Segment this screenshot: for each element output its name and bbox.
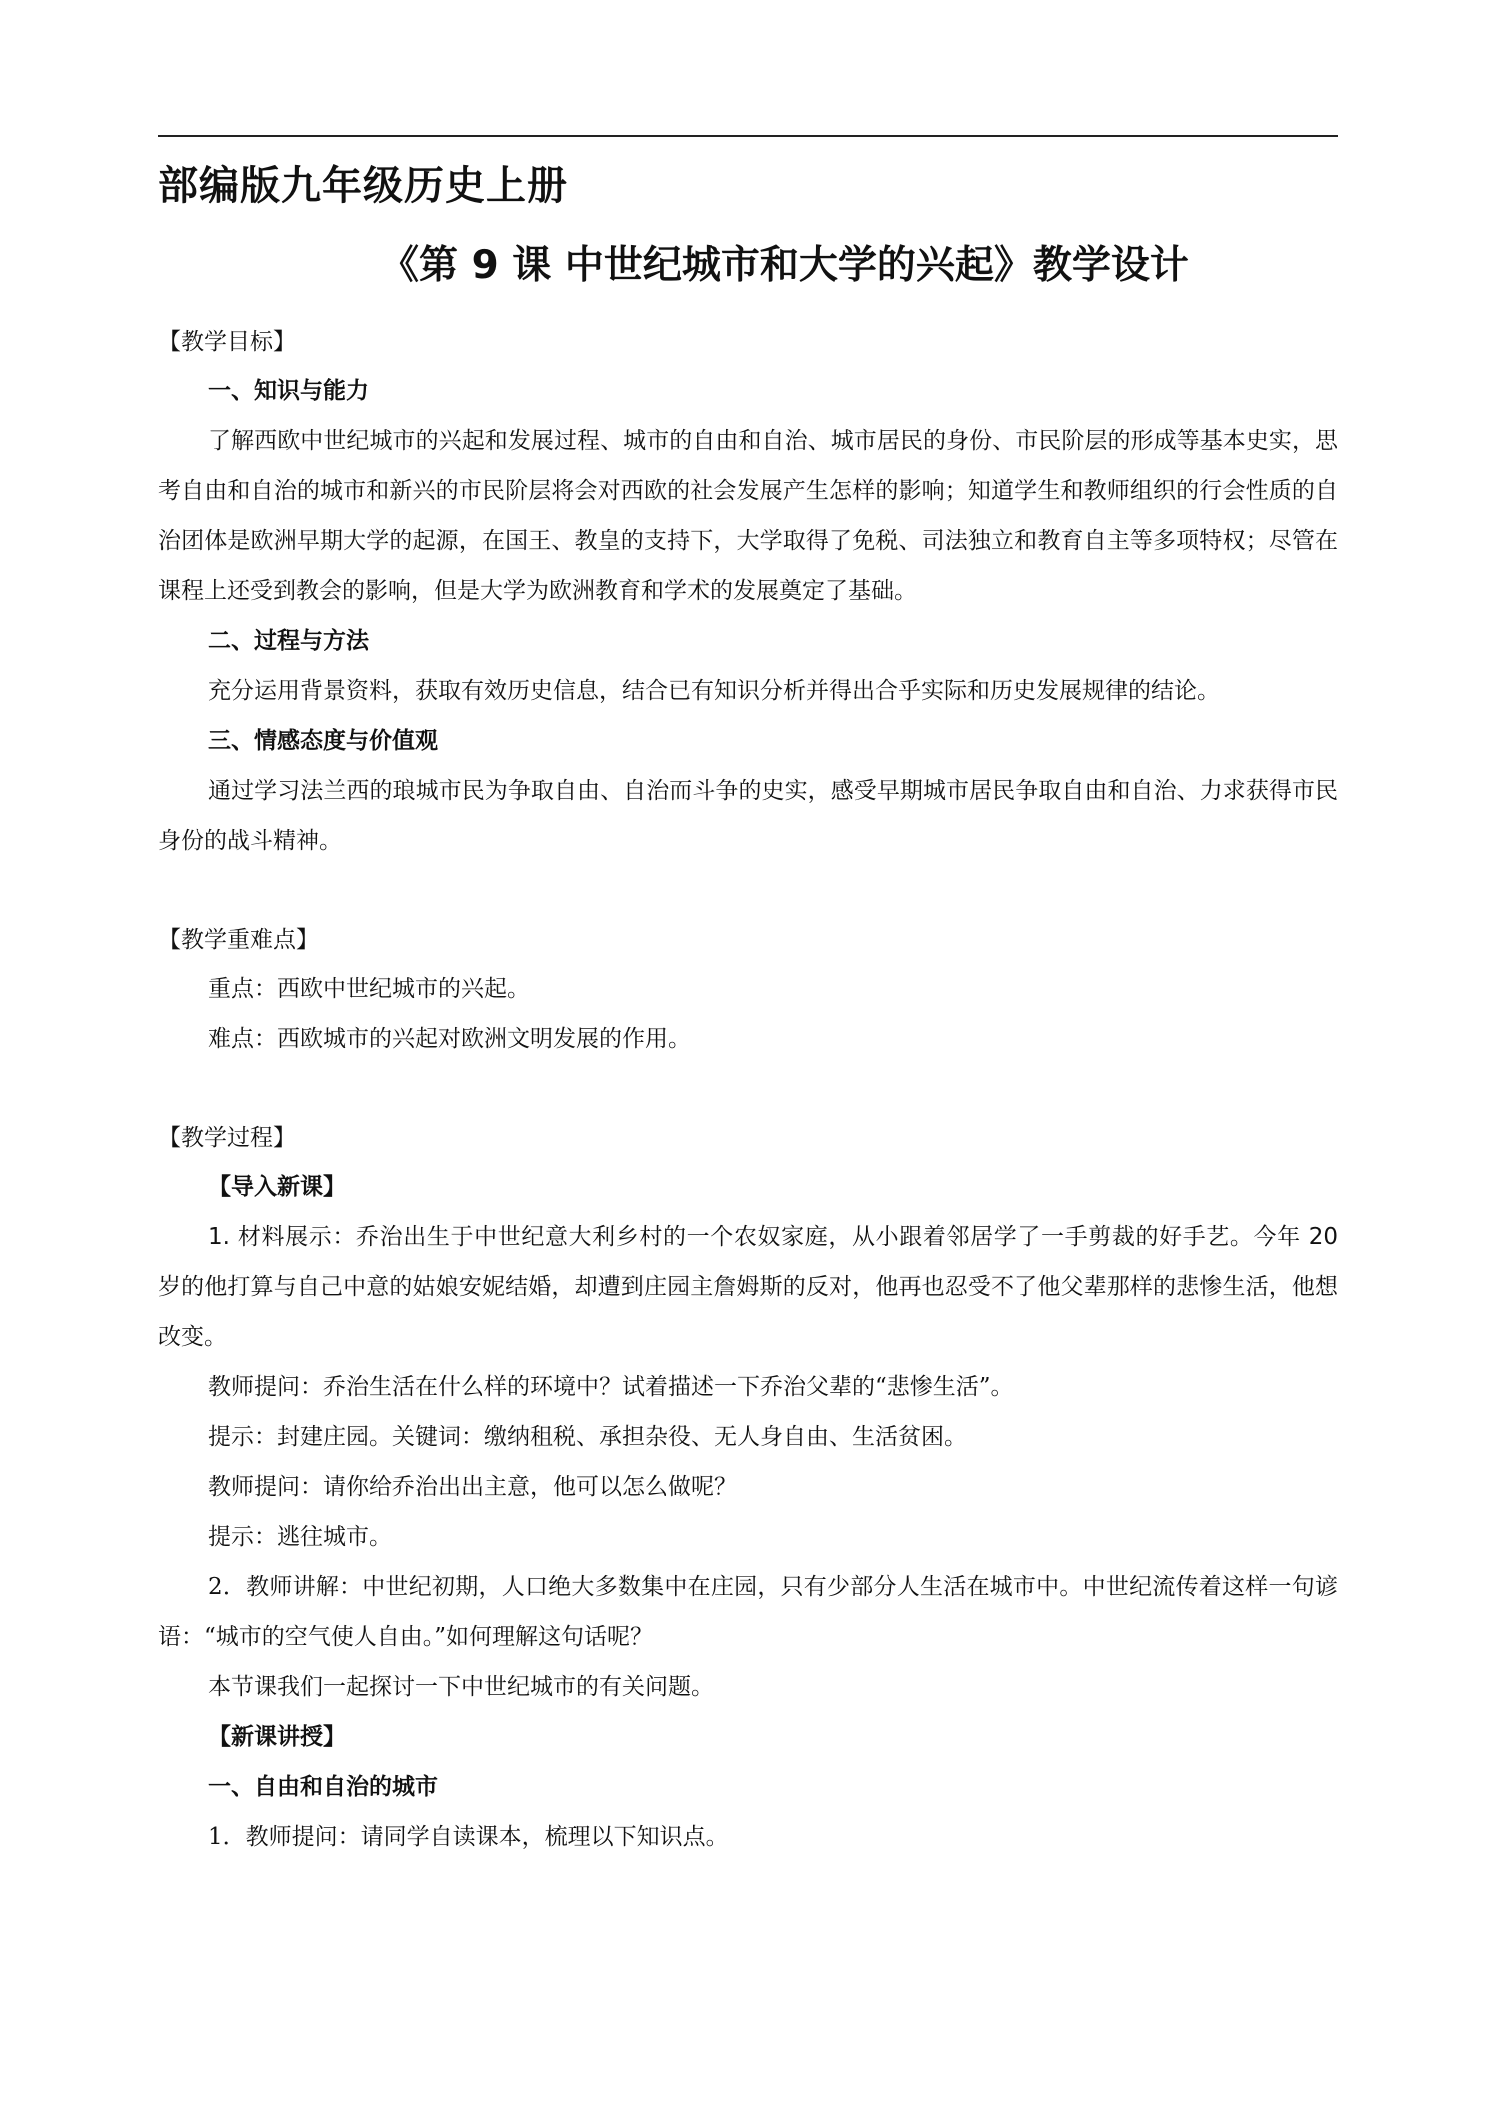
objectives-paragraph-knowledge: 了解西欧中世纪城市的兴起和发展过程、城市的自由和自治、城市居民的身份、市民阶层的形成等基本史实，思考自由和自治的城市和新兴的市民阶层将会对西欧的社会发展产生怎样的影响；知道学生和教师组织的行会性质的自治团体是欧洲早期大学的起源，在国王、教皇的支持下，大学取得了免税、司法独立和教育自主等多项特权；尽管在课程上还受到教会的影响，但是大学为欧洲教育和学术的发展奠定了基础。 xyxy=(158,428,1338,604)
objectives-subheading-knowledge: 一、知识与能力 xyxy=(208,378,369,404)
process-hint-1: 提示：封建庄园。关键词：缴纳租税、承担杂役、无人身自由、生活贫困。 xyxy=(208,1424,967,1450)
objectives-subheading-values: 三、情感态度与价值观 xyxy=(208,728,438,754)
section-label-objectives: 【教学目标】 xyxy=(158,329,296,355)
objectives-paragraph-process: 充分运用背景资料，获取有效历史信息，结合已有知识分析并得出合乎实际和历史发展规律的结论。 xyxy=(208,678,1220,704)
header-title: 部编版九年级历史上册 xyxy=(158,163,568,209)
spacer xyxy=(158,1064,1338,1114)
process-part-1-question: 1．教师提问：请同学自读课本，梳理以下知识点。 xyxy=(208,1824,729,1850)
objectives-paragraph-values: 通过学习法兰西的琅城市民为争取自由、自治而斗争的史实，感受早期城市居民争取自由和自治、力求获得市民身份的战斗精神。 xyxy=(158,778,1338,854)
objectives-subheading-process: 二、过程与方法 xyxy=(208,628,369,654)
process-explore-line: 本节课我们一起探讨一下中世纪城市的有关问题。 xyxy=(208,1674,714,1700)
key-point-difficulty: 难点：西欧城市的兴起对欧洲文明发展的作用。 xyxy=(208,1026,691,1052)
process-subheading-intro: 【导入新课】 xyxy=(208,1174,346,1200)
section-label-process: 【教学过程】 xyxy=(158,1125,296,1151)
process-question-2: 教师提问：请你给乔治出出主意，他可以怎么做呢？ xyxy=(208,1474,737,1500)
key-point-focus: 重点：西欧中世纪城市的兴起。 xyxy=(208,976,530,1002)
document-title: 《第 9 课 中世纪城市和大学的兴起》教学设计 xyxy=(380,243,1189,288)
process-question-1: 教师提问：乔治生活在什么样的环境中？试着描述一下乔治父辈的“悲惨生活”。 xyxy=(208,1374,1014,1400)
process-material-paragraph: 1. 材料展示：乔治出生于中世纪意大利乡村的一个农奴家庭，从小跟着邻居学了一手剪裁的好手艺。今年 20 岁的他打算与自己中意的姑娘安妮结婚，却遭到庄园主詹姆斯的反对，他再也忍受不了他父辈那样的悲惨生活，他想改变。 xyxy=(158,1224,1338,1350)
document-body xyxy=(158,318,1338,1862)
spacer xyxy=(158,866,1338,916)
process-hint-2: 提示：逃往城市。 xyxy=(208,1524,392,1550)
section-label-key-points: 【教学重难点】 xyxy=(158,927,319,953)
process-subheading-part-1: 一、自由和自治的城市 xyxy=(208,1774,438,1800)
header-rule xyxy=(158,135,1338,137)
process-subheading-new-lesson: 【新课讲授】 xyxy=(208,1724,346,1750)
process-lecture-paragraph: 2．教师讲解：中世纪初期，人口绝大多数集中在庄园，只有少部分人生活在城市中。中世纪流传着这样一句谚语：“城市的空气使人自由。”如何理解这句话呢？ xyxy=(158,1574,1338,1650)
